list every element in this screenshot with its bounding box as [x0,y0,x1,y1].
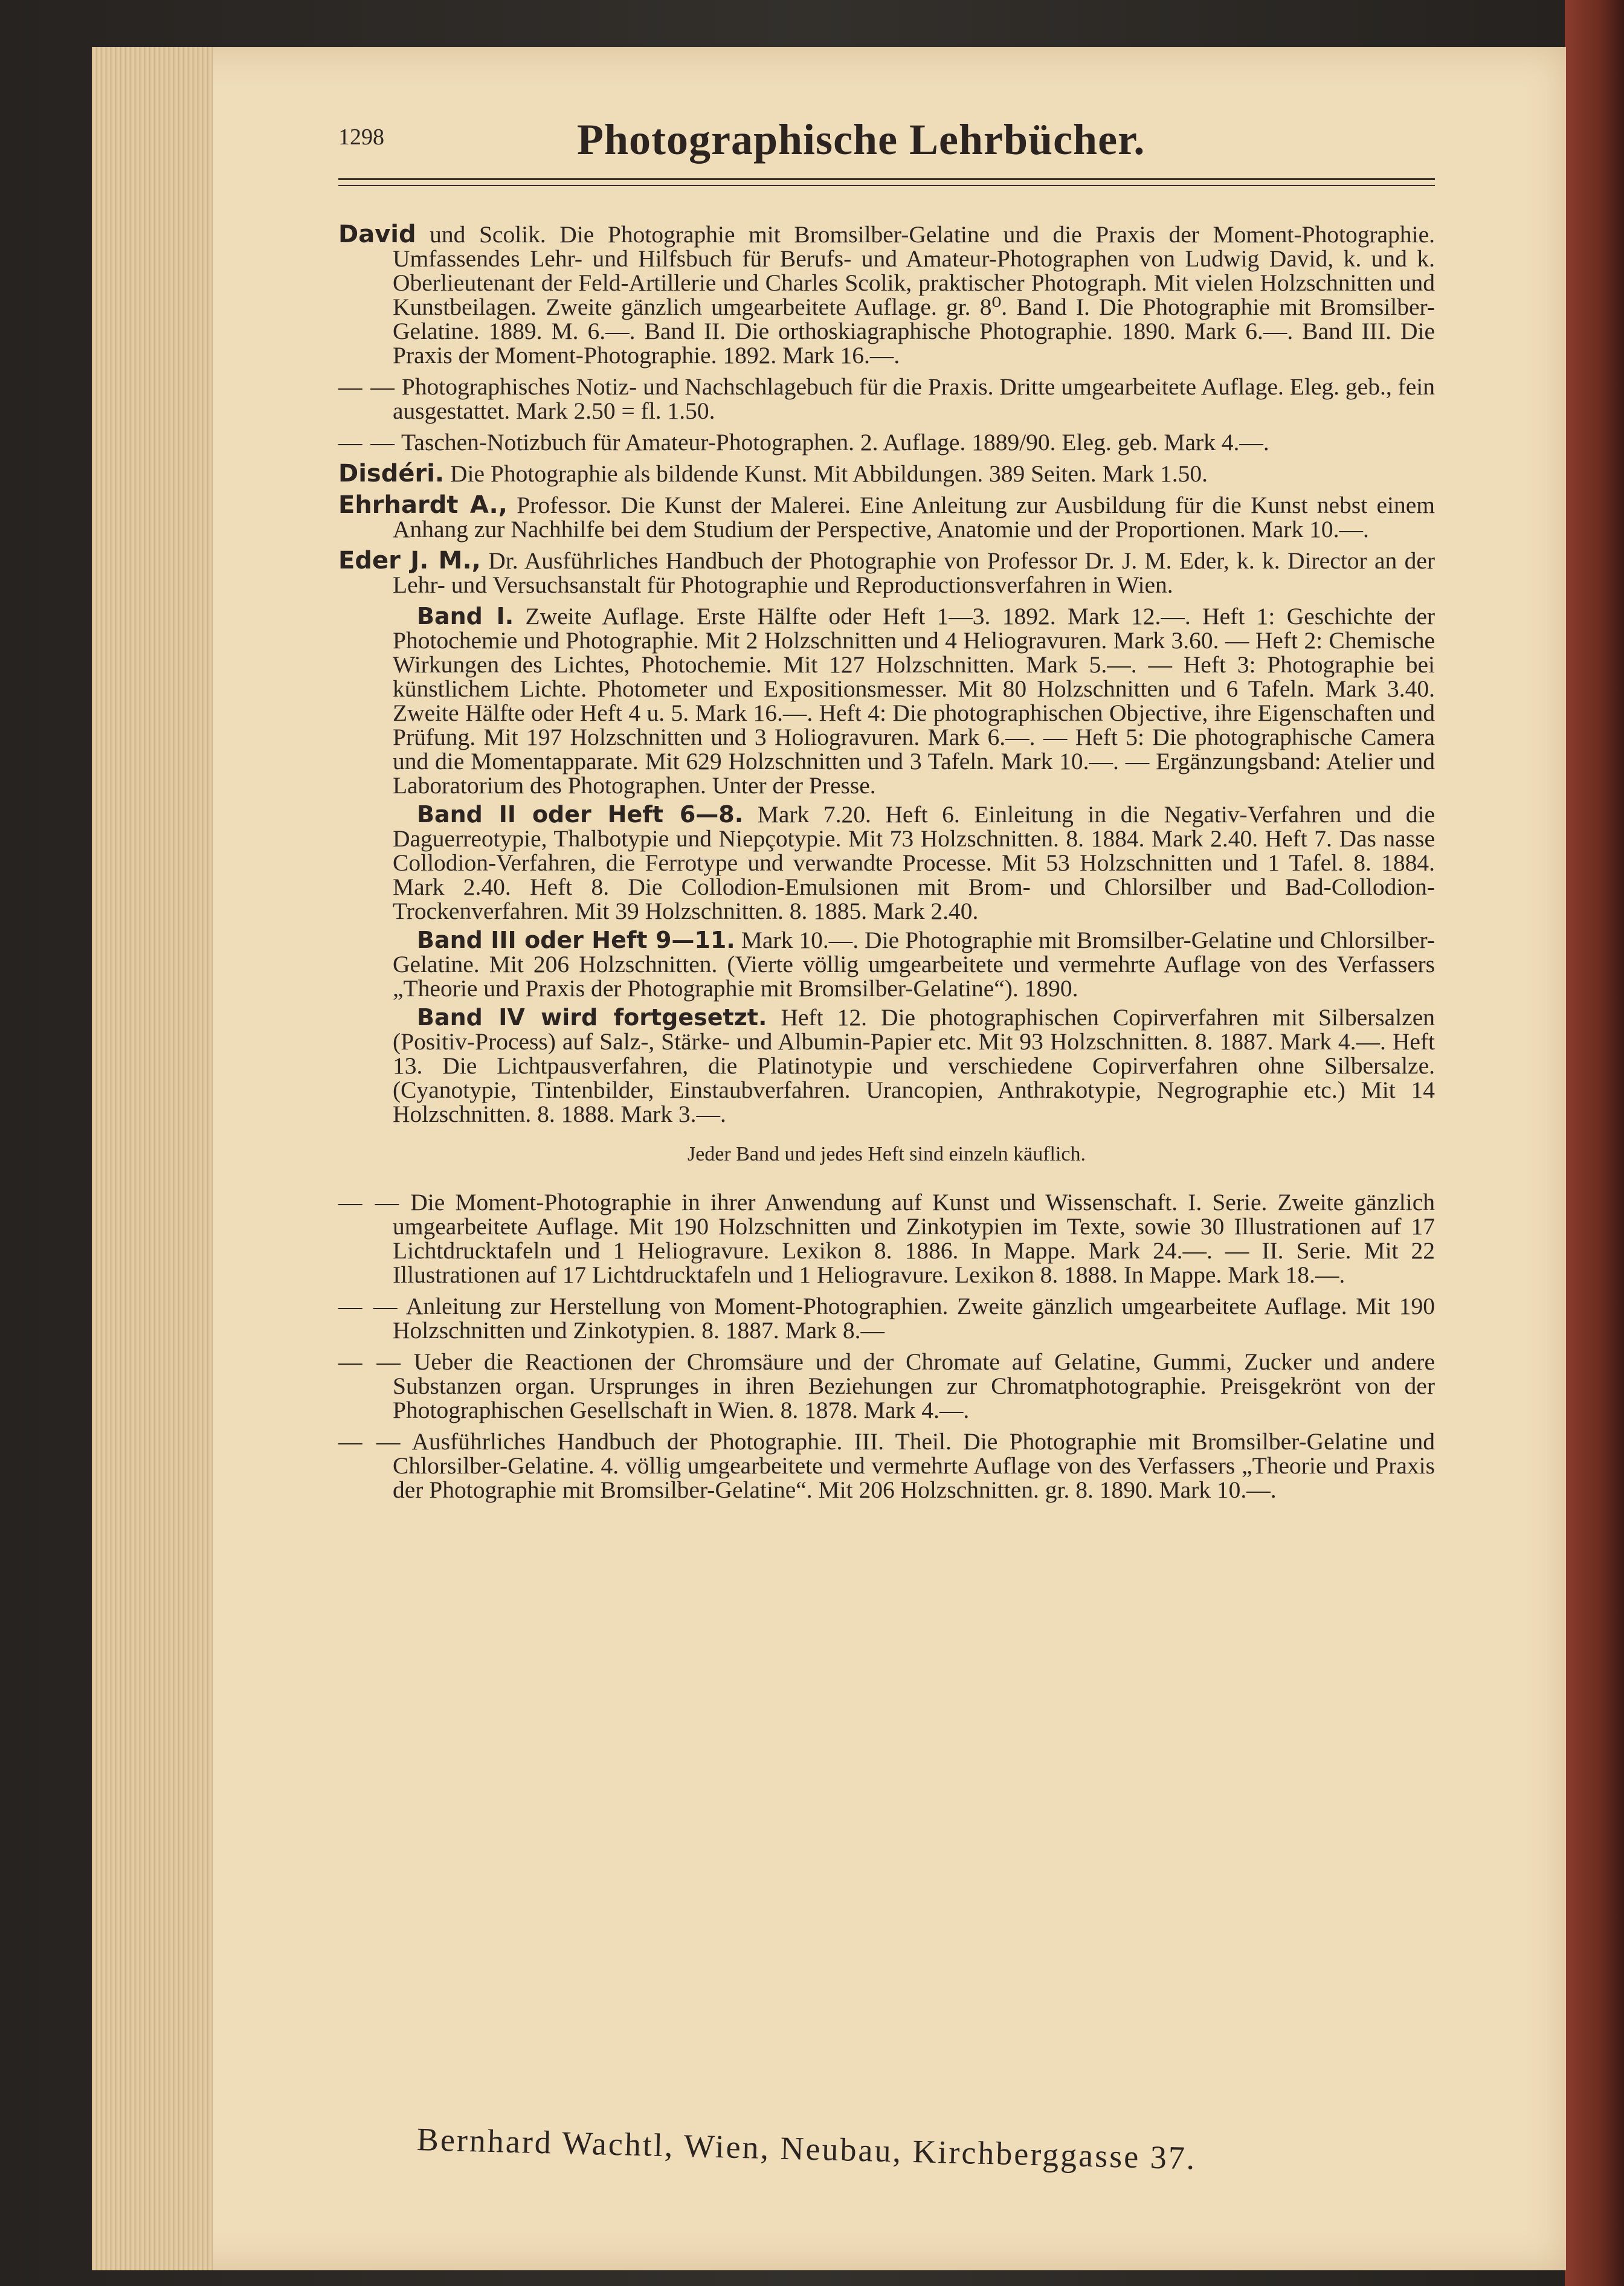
volume-band-3 [338,928,1435,1000]
entry-author: — — [338,429,396,456]
running-head [338,112,1435,172]
entry-author: Ehrhardt A., [338,491,507,519]
entry-text: Ueber die Reactionen der Chromsäure und der Chromate auf Gelatine, Gummi, Zucker und andere Substanzen organ. Ursprunges in ihren Beziehungen zur Chromatphotographie. Preisgekrönt von der Photographischen Gesellschaft in Wien. 8. 1878. Mark 4.—. [393,1348,1435,1423]
volume-label: Band IV wird fortgesetzt. [417,1004,767,1031]
entry-chromsaeure [338,1350,1435,1422]
entry-text: und Scolik. Die Photographie mit Bromsilber-Gelatine und die Praxis der Moment-Photographie. Umfassendes Lehr- und Hilfsbuch für Berufs- und Amateur-Photographen von Ludwig David, k. und k. Oberlieutenant der Feld-Artillerie und Charles Scolik, praktischer Photograph. Mit vielen Holzschnitten und Kunstbeilagen. Zweite gänzlich umgearbeitete Auflage. gr. 8⁰. Band I. Die Photographie mit Bromsilber-Gelatine. 1889. M. 6.—. Band II. Die orthoskiagraphische Photographie. 1890. Mark 6.—. Band III. Die Praxis der Moment-Photographie. 1892. Mark 16.—. [393,221,1436,369]
entry-author: Eder J. M., [338,547,481,575]
entry-disderi [338,462,1435,486]
entry-text: Taschen-Notizbuch für Amateur-Photographen. 2. Auflage. 1889/90. Eleg. geb. Mark 4.—. [401,429,1269,456]
volume-text: Mark 7.20. Heft 6. Einleitung in die Negativ-Verfahren und die Daguerreotypie, Thalbotypie und Niepçotypie. Mit 73 Holzschnitten. 8. 1884. Mark 2.40. Heft 7. Das nasse Collodion-Verfahren, die Ferrotype und verwandte Processe. Mit 53 Holzschnitten und 1 Tafel. 8. 1884. Mark 2.40. Heft 8. Die Collodion-Emulsionen mit Brom- und Chlorsilber und Bad-Collodion-Trockenverfahren. Mit 39 Holzschnitten. 8. 1885. Mark 2.40. [393,801,1436,924]
book-spine-edge [1565,0,1624,2286]
volume-text: Heft 12. Die photographischen Copirverfahren mit Silbersalzen (Positiv-Process) auf Salz-, Stärke- und Albumin-Papier etc. Mit 93 Holzschnitten. 8. 1887. Mark 4.—. Heft 13. Die Lichtpausverfahren, die Platinotypie und verschiedene Copirverfahren ohne Silbersalze. (Cyanotypie, Tintenbilder, Einstaubverfahren. Urancopien, Anthrakotypie, Negrographie etc.) Mit 14 Holzschnitten. 8. 1888. Mark 3.—. [393,1004,1435,1127]
volume-label: Band III oder Heft 9—11. [417,927,735,953]
entry-author: — — [338,373,396,400]
page-stack-edge [92,47,213,2270]
entry-text: Photographisches Notiz- und Nachschlagebuch für die Praxis. Dritte umgearbeitete Auflage. Eleg. geb., fein ausgestattet. Mark 2.50 = fl. 1.50. [393,373,1435,424]
publisher-footer: Bernhard Wachtl, Wien, Neubau, Kirchberggasse 37. [416,2121,1197,2177]
header-rule [338,178,1435,186]
entry-eder [338,549,1435,597]
entry-author: Disdéri. [338,460,445,488]
entry-ehrhardt [338,493,1435,541]
volume-band-4 [338,1005,1435,1126]
entry-text: Die Photographie als bildende Kunst. Mit Abbildungen. 389 Seiten. Mark 1.50. [450,460,1208,487]
entry-author: — — [338,1293,399,1319]
entry-text: Dr. Ausführliches Handbuch der Photographie von Professor Dr. J. M. Eder, k. k. Director an der Lehr- und Versuchsanstalt für Photographie und Reproductionsverfahren in Wien. [393,547,1435,598]
entry-notizbuch [338,375,1435,423]
page-number: 1298 [338,124,384,150]
entry-david [338,222,1435,367]
volume-label: Band I. [417,603,514,629]
entry-text: Anleitung zur Herstellung von Moment-Photographien. Zweite gänzlich umgearbeitete Auflage. Mit 190 Holzschnitten und Zinkotypien. 8. 1887. Mark 8.— [393,1293,1435,1344]
entry-author: — — [338,1189,401,1215]
page-title: Photographische Lehrbücher. [577,115,1146,164]
entry-text: Professor. Die Kunst der Malerei. Eine Anleitung zur Ausbildung für die Kunst nebst einem Anhang zur Nachhilfe bei dem Studium der Perspective, Anatomie und der Proportionen. Mark 10.—. [393,492,1435,543]
volume-label: Band II oder Heft 6—8. [417,801,744,828]
entry-handbuch-iii [338,1429,1435,1502]
entry-taschen-notizbuch [338,430,1435,454]
entry-anleitung [338,1294,1435,1342]
entry-text: Die Moment-Photographie in ihrer Anwendung auf Kunst und Wissenschaft. I. Serie. Zweite gänzlich umgearbeitete Auflage. Mit 190 Holzschnitten und Zinkotypien im Texte, sowie 30 Illustrationen auf 17 Lichtdrucktafeln und 1 Heliogravure. Lexikon 8. 1886. In Mappe. Mark 24.—. — II. Serie. Mit 22 Illustrationen auf 17 Lichtdrucktafeln und 1 Heliogravure. Lexikon 8. 1888. In Mappe. Mark 18.—. [393,1189,1436,1288]
purchase-note: Jeder Band und jedes Heft sind einzeln käuflich. [687,1143,1086,1165]
volume-band-1 [338,604,1435,797]
entry-author: David [338,221,416,248]
entry-moment-photographie [338,1190,1435,1287]
volume-text: Zweite Auflage. Erste Hälfte oder Heft 1—3. 1892. Mark 12.—. Heft 1: Geschichte der Photochemie und Photographie. Mit 2 Holzschnitten und 4 Heliogravuren. Mark 3.60. — Heft 2: Chemische Wirkungen des Lichtes, Photochemie. Mit 127 Holzschnitten. Mark 5.—. — Heft 3: Photographie bei künstlichem Lichte. Photometer und Expositionsmesser. Mit 80 Holzschnitten und 6 Tafeln. Mark 3.40. Zweite Hälfte oder Heft 4 u. 5. Mark 16.—. Heft 4: Die photographischen Objective, ihre Eigenschaften und Prüfung. Mit 197 Holzschnitten und 3 Holiogravuren. Mark 6.—. — Heft 5: Die photographische Camera und die Momentapparate. Mit 629 Holzschnitten und 3 Tafeln. Mark 10.—. — Ergänzungsband: Atelier und Laboratorium des Photographen. Unter der Presse. [393,603,1436,799]
entry-author: — — [338,1348,402,1375]
entry-text: Ausführliches Handbuch der Photographie. III. Theil. Die Photographie mit Bromsilber-Gelatine und Chlorsilber-Gelatine. 4. völlig umgearbeitete und vermehrte Auflage von des Verfassers „Theorie und Praxis der Photographie mit Bromsilber-Gelatine“. Mit 206 Holzschnitten. gr. 8. 1890. Mark 10.—. [393,1428,1436,1503]
volume-band-2 [338,802,1435,923]
entries-list [338,222,1435,1502]
volume-text: Mark 10.—. Die Photographie mit Bromsilber-Gelatine und Chlorsilber-Gelatine. Mit 206 Holzschnitten. (Vierte völlig umgearbeitete und vermehrte Auflage von des Verfassers „Theorie und Praxis der Photographie mit Bromsilber-Gelatine“). 1890. [393,927,1435,1002]
page-text-area [338,112,1435,1509]
entry-author: — — [338,1428,402,1455]
